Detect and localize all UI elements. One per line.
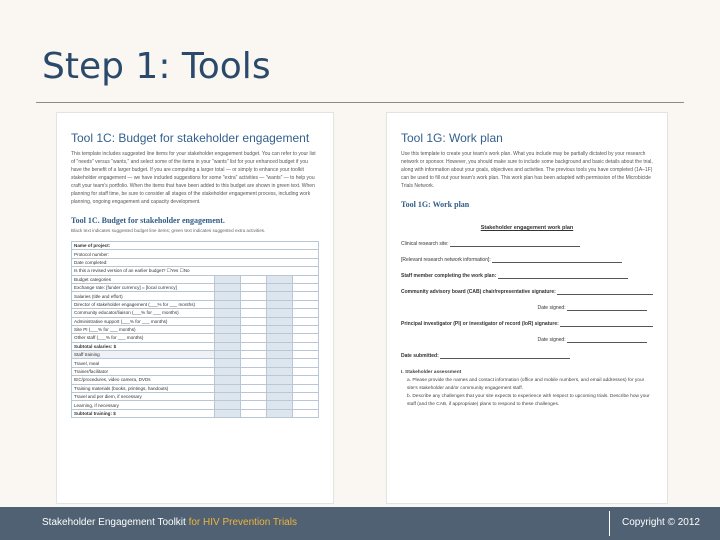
budget-cell	[293, 384, 319, 392]
budget-cell	[267, 409, 293, 417]
budget-row-label: Is this a revised version of an earlier budget? ☐Yes ☐No	[72, 267, 319, 275]
budget-cell	[267, 325, 293, 333]
budget-cell	[267, 300, 293, 308]
budget-cell	[293, 334, 319, 342]
budget-cell	[293, 275, 319, 283]
budget-cell	[241, 359, 267, 367]
budget-cell	[267, 359, 293, 367]
work-plan-field-label: [Relevant research network information]:	[401, 257, 493, 263]
budget-row-label: Name of project:	[72, 242, 319, 250]
budget-cell	[215, 283, 241, 291]
work-plan-field	[401, 273, 653, 279]
budget-row	[72, 401, 319, 409]
slide-title: Step 1: Tools	[42, 46, 271, 87]
title-divider	[36, 102, 684, 103]
budget-cell	[241, 376, 267, 384]
budget-row	[72, 267, 319, 275]
footer-toolkit-title	[42, 517, 297, 528]
budget-cell	[241, 309, 267, 317]
work-plan-list-item: a. Please provide the names and contact information (office and mobile numbers, and email addresses) for your site's stakeholder and/or community engagement staff.	[407, 378, 645, 391]
budget-row	[72, 409, 319, 417]
budget-heading: Tool 1C: Budget for stakeholder engagement	[71, 131, 310, 145]
budget-cell	[267, 393, 293, 401]
work-plan-field-label: Staff member completing the work plan:	[401, 273, 498, 279]
budget-cell	[241, 283, 267, 291]
work-plan-field-label: Community advisory board (CAB) chair/representative signature:	[401, 289, 558, 295]
budget-cell	[267, 317, 293, 325]
work-plan-field-line	[557, 290, 653, 295]
budget-tool-document	[56, 112, 334, 504]
budget-cell	[267, 334, 293, 342]
budget-row	[72, 292, 319, 300]
budget-row	[72, 393, 319, 401]
budget-row-label: Site PI (___% for ___ months)	[72, 325, 215, 333]
budget-row	[72, 325, 319, 333]
budget-cell	[267, 309, 293, 317]
budget-cell	[241, 351, 267, 359]
budget-cell	[293, 351, 319, 359]
footer-copyright: Copyright © 2012	[622, 517, 700, 528]
budget-cell	[267, 342, 293, 350]
budget-row	[72, 309, 319, 317]
footer-divider	[609, 511, 610, 536]
budget-cell	[215, 384, 241, 392]
budget-note: Black text indicates suggested budget line items; green text indicates suggested extra activities.	[71, 228, 266, 233]
budget-row-label: Salaries (title and effort)	[72, 292, 215, 300]
budget-row	[72, 317, 319, 325]
budget-cell	[241, 384, 267, 392]
work-plan-heading: Tool 1G: Work plan	[401, 131, 503, 145]
budget-row	[72, 342, 319, 350]
budget-cell	[215, 401, 241, 409]
budget-cell	[267, 384, 293, 392]
work-plan-description: Use this template to create your team's work plan. What you include may be partially dictated by your research network or sponsor. However, you should make sure to include some background and basic details about the trial, along with information about your goals, objectives and activities. The previous tools you have completed (1A–1F) can be used to fill out your team's work plan. This work plan has been adapted with permission of the Microbicide Trials Network.	[401, 151, 653, 189]
budget-cell	[293, 376, 319, 384]
budget-cell	[241, 317, 267, 325]
budget-cell	[293, 317, 319, 325]
budget-cell	[215, 275, 241, 283]
budget-cell	[293, 367, 319, 375]
work-plan-field-label: Clinical research site:	[401, 241, 450, 247]
budget-cell	[293, 292, 319, 300]
budget-row	[72, 351, 319, 359]
budget-row	[72, 376, 319, 384]
budget-row-label: Training materials (books, printings, handouts)	[72, 384, 215, 392]
work-plan-field-line	[567, 338, 647, 343]
budget-row-label: Exchange rate: [funder currency] = [local currency]	[72, 283, 215, 291]
work-plan-form-title: Stakeholder engagement work plan	[480, 225, 574, 231]
budget-row	[72, 300, 319, 308]
budget-cell	[241, 334, 267, 342]
work-plan-field-label: Date signed:	[537, 305, 567, 311]
work-plan-document	[386, 112, 668, 504]
budget-subheading: Tool 1C. Budget for stakeholder engagement.	[71, 216, 225, 225]
budget-cell	[293, 409, 319, 417]
budget-cell	[215, 409, 241, 417]
budget-cell	[241, 342, 267, 350]
footer-title-main: Stakeholder Engagement Toolkit	[42, 517, 189, 528]
budget-table	[71, 241, 319, 418]
work-plan-list-item: I. Stakeholder assessment	[401, 370, 462, 375]
budget-cell	[241, 300, 267, 308]
work-plan-field	[401, 321, 653, 327]
budget-cell	[267, 401, 293, 409]
work-plan-field-label: Date submitted:	[401, 353, 441, 359]
budget-cell	[215, 351, 241, 359]
budget-cell	[215, 300, 241, 308]
budget-row	[72, 283, 319, 291]
budget-cell	[293, 300, 319, 308]
budget-cell	[293, 401, 319, 409]
budget-cell	[215, 317, 241, 325]
budget-description: This template includes suggested line items for your stakeholder engagement budget. You can refer to your list of "needs" versus "wants," and select some of the items in your "wants" list for your enhanced budget if you have the benefit of a larger budget. If you are computing a larger total — or simply to enhance your toolkit stakeholder engagement — we have included suggestions for some "extra" activities — "wants" — to help you craft your team's portfolio. When the items that have been added to this budget are shown in green text. When planning for staff time, be sure to consider all stages of the stakeholder engagement process, including work planning, ongoing engagement and capacity development.	[71, 151, 316, 205]
budget-row-label: Budget categories	[72, 275, 215, 283]
budget-row	[72, 250, 319, 258]
work-plan-list-item: b. Describe any challenges that your site expects to experience with respect to upcoming trials. Describe how your staff (and the CAB, if appropriate) plans to respond to these challenges.	[407, 394, 650, 407]
work-plan-field	[401, 289, 653, 295]
work-plan-field-line	[560, 322, 653, 327]
budget-cell	[241, 393, 267, 401]
work-plan-field	[401, 305, 653, 311]
budget-row-label: Learning, if necessary	[72, 401, 215, 409]
budget-cell	[241, 275, 267, 283]
work-plan-field-label: Date signed:	[537, 337, 567, 343]
budget-cell	[293, 283, 319, 291]
budget-row-label: Subtotal training: $	[72, 409, 215, 417]
budget-cell	[267, 376, 293, 384]
footer-bar	[0, 507, 720, 540]
budget-cell	[293, 325, 319, 333]
budget-row	[72, 275, 319, 283]
budget-row-label: Other staff (___% for ___ months)	[72, 334, 215, 342]
budget-row-label: Date completed:	[72, 258, 319, 266]
budget-cell	[267, 367, 293, 375]
work-plan-field-line	[492, 258, 622, 263]
budget-row-label: Administrative support (___% for ___ months)	[72, 317, 215, 325]
budget-cell	[293, 309, 319, 317]
budget-cell	[241, 325, 267, 333]
budget-cell	[215, 334, 241, 342]
work-plan-list	[401, 369, 653, 409]
budget-cell	[241, 367, 267, 375]
work-plan-field-label: Principal investigator (PI) or investigator of record (IoR) signature:	[401, 321, 561, 327]
work-plan-field-line	[450, 242, 580, 247]
budget-cell	[215, 292, 241, 300]
budget-row	[72, 334, 319, 342]
budget-cell	[241, 409, 267, 417]
budget-row-label: Director of stakeholder engagement (___% for ___ months)	[72, 300, 215, 308]
budget-row	[72, 384, 319, 392]
budget-cell	[215, 367, 241, 375]
work-plan-field	[401, 241, 653, 247]
budget-cell	[215, 359, 241, 367]
budget-cell	[215, 376, 241, 384]
budget-row-label: Community educator/liaison (___% for ___ months)	[72, 309, 215, 317]
budget-row-label: Subtotal salaries: $	[72, 342, 215, 350]
budget-cell	[293, 342, 319, 350]
budget-cell	[267, 283, 293, 291]
budget-row	[72, 359, 319, 367]
budget-row-label: Protocol number:	[72, 250, 319, 258]
budget-cell	[215, 325, 241, 333]
budget-cell	[215, 342, 241, 350]
budget-row	[72, 242, 319, 250]
budget-cell	[267, 275, 293, 283]
budget-row-label: Travel and per diem, if necessary	[72, 393, 215, 401]
budget-cell	[267, 351, 293, 359]
budget-cell	[241, 401, 267, 409]
budget-row-label: Trainer/facilitator	[72, 367, 215, 375]
budget-row	[72, 258, 319, 266]
work-plan-fields	[401, 241, 653, 359]
budget-cell	[215, 393, 241, 401]
budget-row-label: Staff training	[72, 351, 215, 359]
work-plan-subheading: Tool 1G: Work plan	[401, 200, 470, 209]
work-plan-field-line	[440, 354, 570, 359]
budget-row	[72, 367, 319, 375]
work-plan-field	[401, 353, 653, 359]
budget-cell	[267, 292, 293, 300]
work-plan-field	[401, 257, 653, 263]
budget-cell	[215, 309, 241, 317]
budget-cell	[293, 393, 319, 401]
budget-cell	[293, 359, 319, 367]
work-plan-field-line	[498, 274, 628, 279]
budget-row-label: Travel, meal	[72, 359, 215, 367]
work-plan-field	[401, 337, 653, 343]
work-plan-field-line	[567, 306, 647, 311]
budget-row-label: IEC/procedures, video camera, DVDs	[72, 376, 215, 384]
budget-cell	[241, 292, 267, 300]
footer-title-accent: for HIV Prevention Trials	[188, 517, 297, 528]
